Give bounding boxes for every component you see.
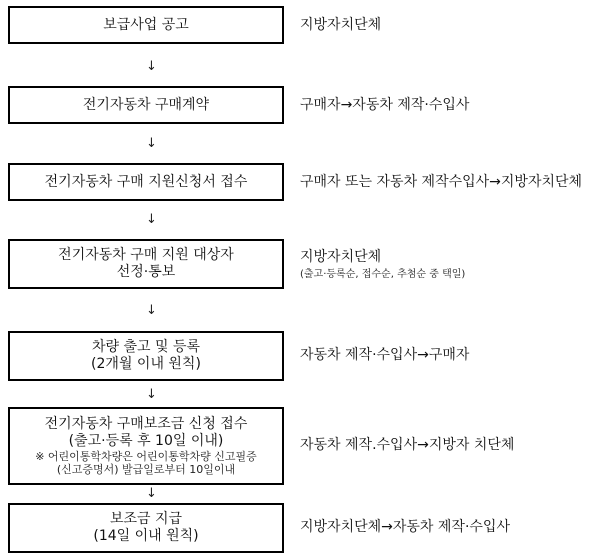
step-3-box — [8, 163, 284, 201]
arrow-4: ↓ — [146, 303, 157, 318]
step-7-box — [8, 503, 284, 553]
step-4-text-line-2: 선정·통보 — [116, 264, 176, 280]
arrow-3: ↓ — [146, 212, 157, 227]
step-6-note-line-2: (신고증명서) 발급일로부터 10일이내 — [56, 463, 236, 476]
step-4-actor-note: (출고·등록순, 접수순, 추첨순 중 택일) — [300, 269, 466, 280]
step-5-text-line-2: (2개월 이내 원칙) — [91, 356, 201, 372]
step-4-box — [8, 239, 284, 289]
arrow-2: ↓ — [146, 136, 157, 151]
step-4-actor: 지방자치단체 — [300, 249, 382, 265]
step-6-text-line-1: 전기자동차 구매보조금 신청 접수 — [44, 416, 248, 432]
step-5-box — [8, 331, 284, 381]
step-5-text-line-1: 차량 출고 및 등록 — [91, 339, 201, 355]
step-6-box — [8, 407, 284, 485]
step-1-actor: 지방자치단체 — [300, 17, 382, 33]
step-1-box — [8, 6, 284, 44]
step-4-text-line-1: 전기자동차 구매 지원 대상자 — [58, 247, 234, 263]
arrow-1: ↓ — [146, 59, 157, 74]
step-7-actor: 지방자치단체→자동차 제작·수입사 — [300, 519, 510, 535]
step-1-text: 보급사업 공고 — [103, 16, 189, 33]
step-7-text-line-1: 보조금 지급 — [109, 511, 183, 527]
step-6-note-line-1: ※ 어린이통학차량은 어린이통학차량 신고필증 — [35, 450, 257, 463]
arrow-5: ↓ — [146, 387, 157, 402]
step-7-text-line-2: (14일 이내 원칙) — [93, 528, 199, 544]
step-6-text-line-2: (출고·등록 후 10일 이내) — [68, 433, 224, 449]
step-6-actor: 자동차 제작.수입사→지방자 치단체 — [300, 437, 515, 453]
arrow-6: ↓ — [146, 486, 157, 501]
step-3-actor: 구매자 또는 자동차 제작수입사→지방자치단체 — [300, 174, 583, 190]
step-5-actor: 자동차 제작·수입사→구매자 — [300, 347, 470, 363]
step-2-text: 전기자동차 구매계약 — [82, 96, 210, 113]
step-2-actor: 구매자→자동차 제작·수입사 — [300, 97, 470, 113]
step-3-text: 전기자동차 구매 지원신청서 접수 — [44, 173, 248, 190]
step-2-box — [8, 86, 284, 124]
